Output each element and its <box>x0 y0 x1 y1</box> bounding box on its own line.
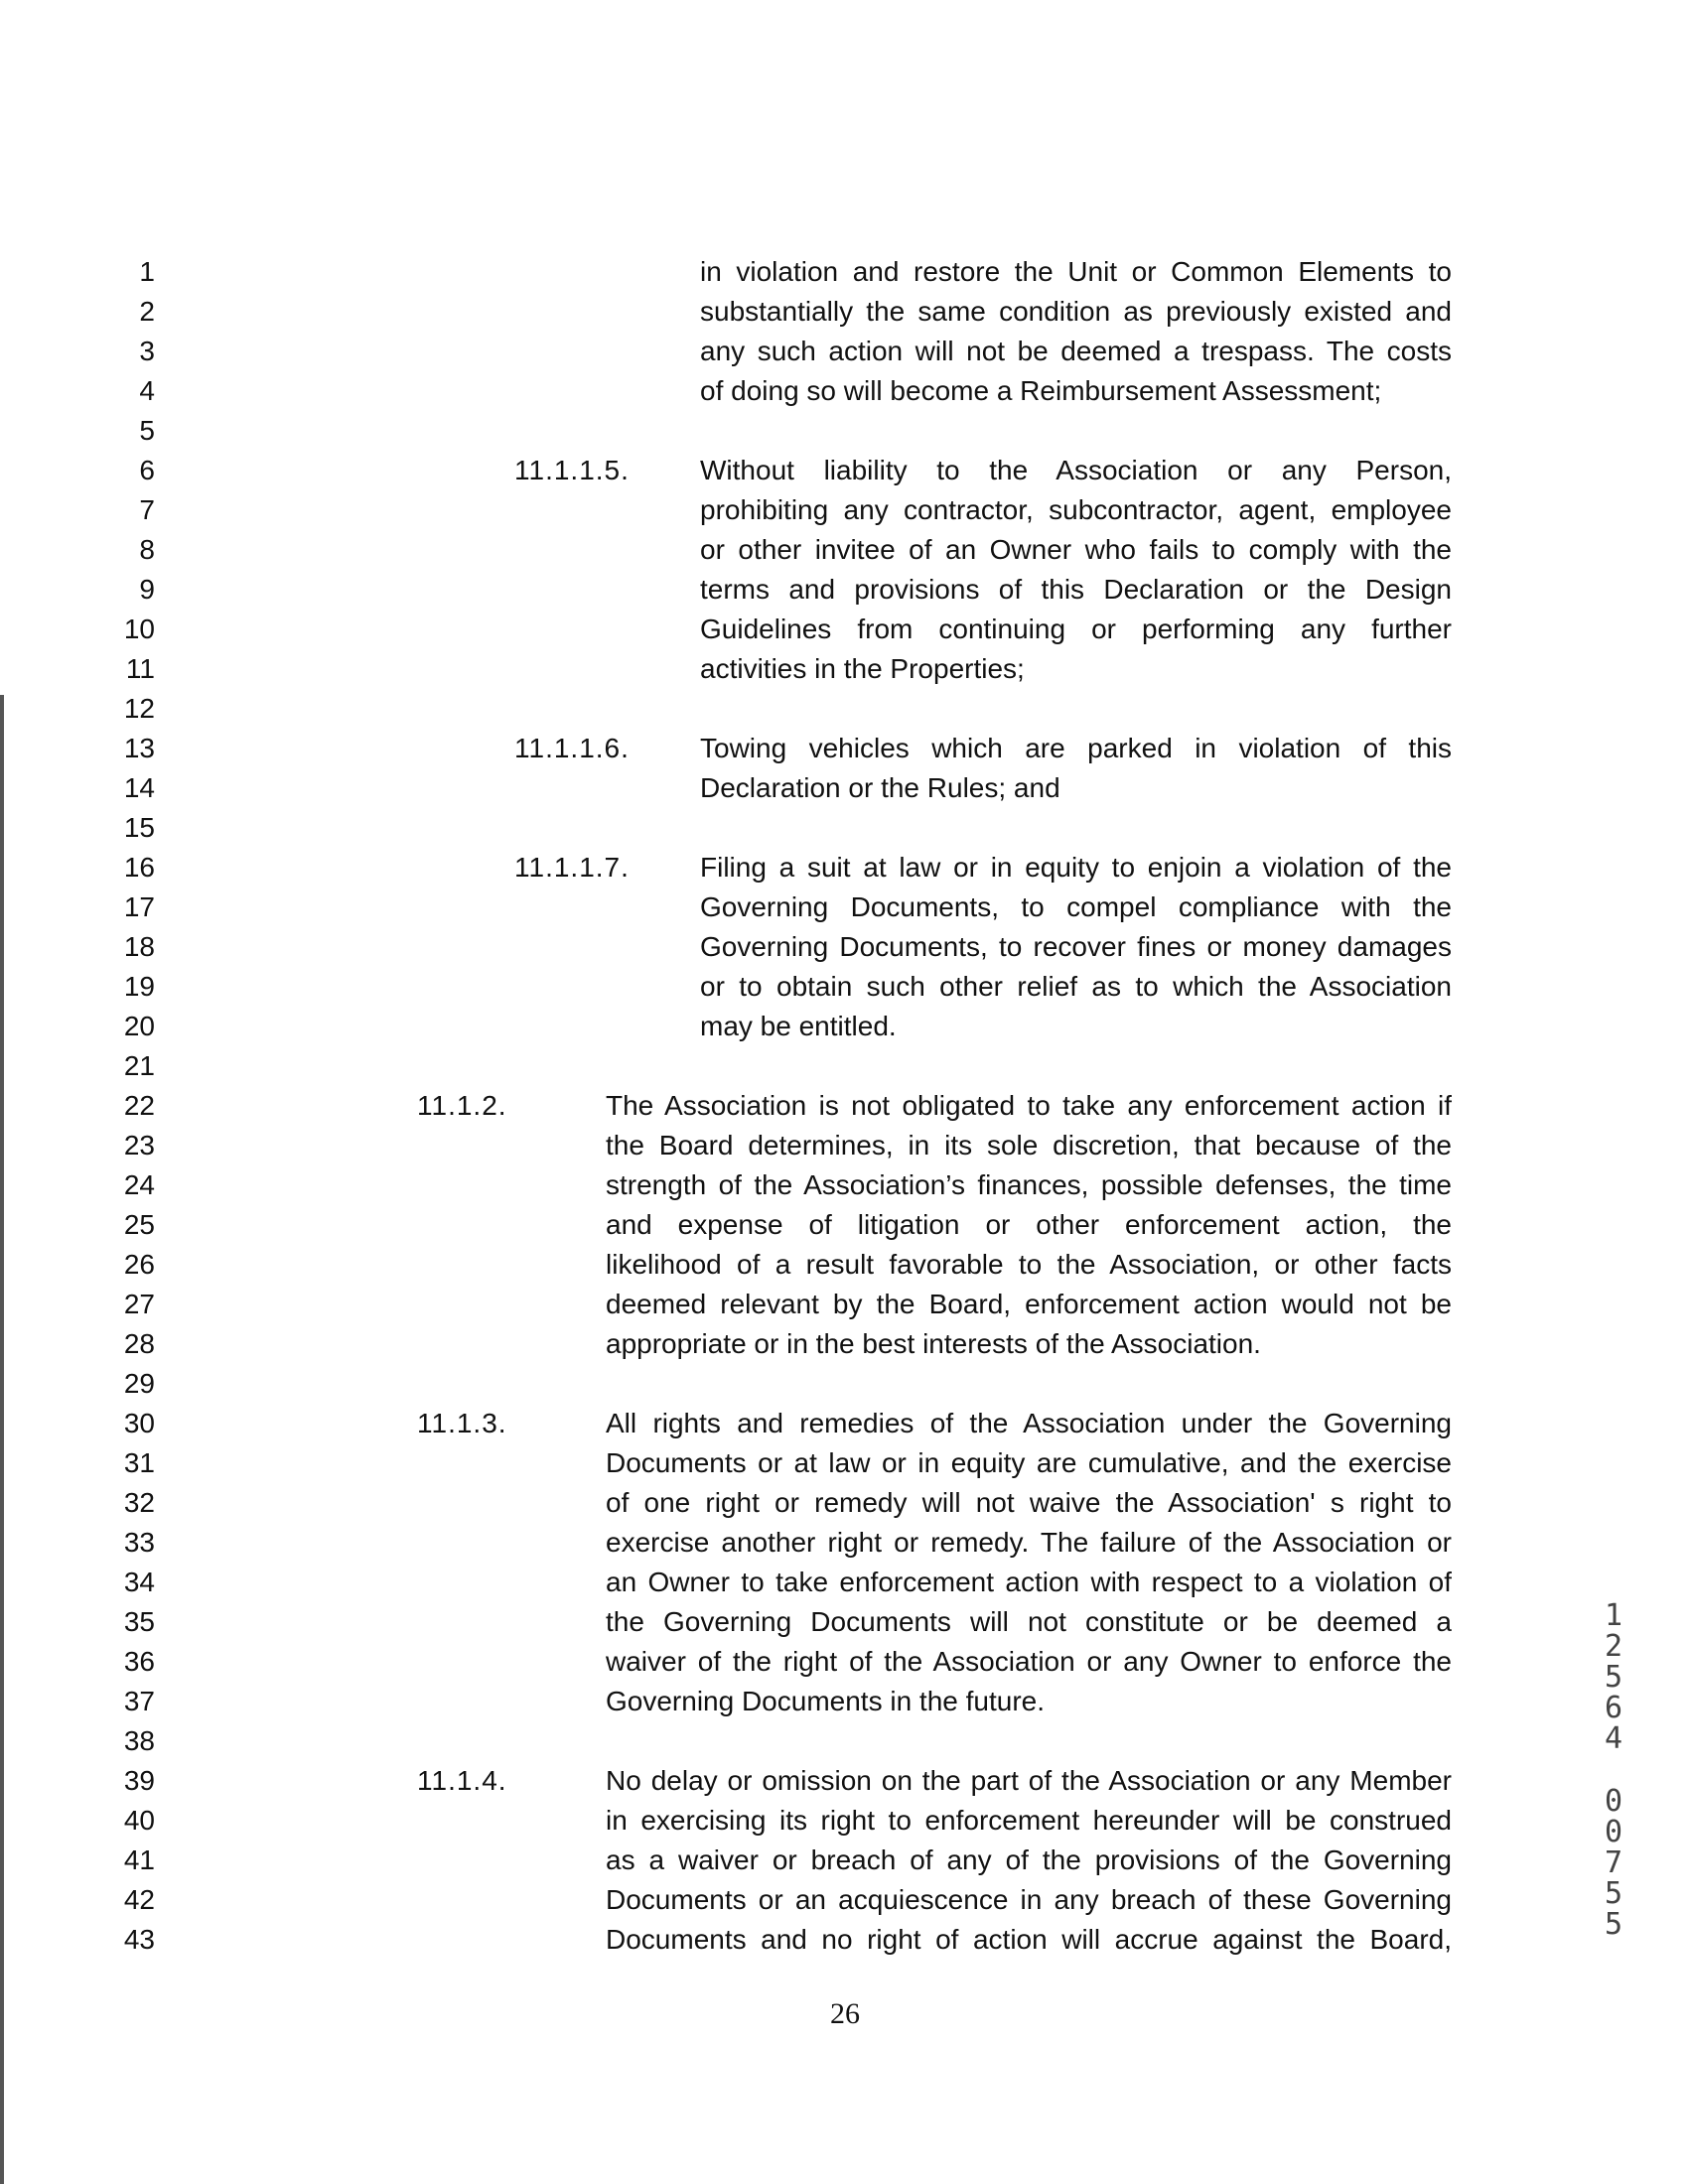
line-number: 29 <box>123 1368 155 1399</box>
text-line: in exercising its right to enforcement hereunder will be construed <box>606 1805 1452 1836</box>
stamp-digit: 5 <box>1604 1660 1623 1695</box>
line-number: 14 <box>123 772 155 803</box>
line-number: 5 <box>139 415 155 446</box>
text-line: Declaration or the Rules; and <box>700 772 1060 803</box>
text-line: likelihood of a result favorable to the Association, or other facts <box>606 1249 1452 1280</box>
stamp-digit: 0 <box>1604 1784 1623 1819</box>
paragraph-continuation <box>700 252 1452 411</box>
line-number: 20 <box>123 1011 155 1041</box>
line-number: 10 <box>123 614 155 644</box>
section-number-11-1-3: 11.1.3. <box>417 1408 507 1438</box>
section-number-11-1-2: 11.1.2. <box>417 1090 507 1121</box>
text-line: prohibiting any contractor, subcontractor, agent, employee <box>700 494 1452 525</box>
text-line: Governing Documents, to recover fines or money damages <box>700 931 1452 962</box>
text-line: any such action will not be deemed a trespass. The costs <box>700 336 1452 366</box>
text-line: as a waiver or breach of any of the provisions of the Governing <box>606 1844 1452 1875</box>
paragraph-11-1-1-7 <box>700 848 1452 1046</box>
line-number: 36 <box>123 1646 155 1677</box>
line-number: 22 <box>123 1090 155 1121</box>
stamp-digit: 6 <box>1604 1691 1623 1725</box>
text-line: may be entitled. <box>700 1011 897 1041</box>
section-number-11-1-1-5: 11.1.1.5. <box>514 455 630 485</box>
line-number: 19 <box>123 971 155 1002</box>
text-line: substantially the same condition as previously existed and <box>700 296 1452 327</box>
page-number: 26 <box>830 1997 860 2030</box>
line-number: 30 <box>123 1408 155 1438</box>
text-line: and expense of litigation or other enforcement action, the <box>606 1209 1452 1240</box>
recording-stamp-number <box>1599 1600 1628 1940</box>
text-line: deemed relevant by the Board, enforcement action would not be <box>606 1289 1452 1319</box>
line-number: 39 <box>123 1765 155 1796</box>
text-line: strength of the Association’s finances, possible defenses, the time <box>606 1169 1452 1200</box>
line-number: 21 <box>123 1050 155 1081</box>
text-line: or to obtain such other relief as to which the Association <box>700 971 1452 1002</box>
text-line: No delay or omission on the part of the Association or any Member <box>606 1765 1452 1796</box>
line-number: 40 <box>123 1805 155 1836</box>
line-number: 42 <box>123 1884 155 1915</box>
stamp-digit: 7 <box>1604 1845 1623 1880</box>
line-number: 15 <box>123 812 155 843</box>
stamp-digit: 2 <box>1604 1629 1623 1664</box>
text-line: in violation and restore the Unit or Common Elements to <box>700 256 1452 287</box>
line-number: 28 <box>123 1328 155 1359</box>
text-line: All rights and remedies of the Association under the Governing <box>606 1408 1452 1438</box>
paragraph-11-1-1-6 <box>700 729 1452 808</box>
section-number-11-1-1-6: 11.1.1.6. <box>514 733 630 763</box>
line-number: 24 <box>123 1169 155 1200</box>
text-line: terms and provisions of this Declaration or the Design <box>700 574 1452 605</box>
text-line: of one right or remedy will not waive the Association' s right to <box>606 1487 1452 1518</box>
line-number-column <box>0 0 199 2184</box>
text-line: Filing a suit at law or in equity to enjoin a violation of the <box>700 852 1452 883</box>
text-line: Documents or at law or in equity are cumulative, and the exercise <box>606 1447 1452 1478</box>
stamp-digit: 1 <box>1604 1598 1623 1633</box>
line-number: 16 <box>123 852 155 883</box>
text-line: exercise another right or remedy. The failure of the Association or <box>606 1527 1452 1558</box>
paragraph-11-1-4 <box>606 1761 1452 1960</box>
text-line: waiver of the right of the Association or any Owner to enforce the <box>606 1646 1452 1677</box>
line-number: 25 <box>123 1209 155 1240</box>
line-number: 3 <box>139 336 155 366</box>
line-number: 1 <box>139 256 155 287</box>
line-number: 18 <box>123 931 155 962</box>
section-number-11-1-1-7: 11.1.1.7. <box>514 852 630 883</box>
stamp-digit: 5 <box>1604 1907 1623 1942</box>
line-number: 4 <box>139 375 155 406</box>
line-number: 32 <box>123 1487 155 1518</box>
line-number: 6 <box>139 455 155 485</box>
line-number: 2 <box>139 296 155 327</box>
line-number: 38 <box>123 1725 155 1756</box>
text-line: activities in the Properties; <box>700 653 1025 684</box>
line-number: 11 <box>125 653 155 684</box>
line-number: 9 <box>139 574 155 605</box>
line-number: 33 <box>123 1527 155 1558</box>
text-line: or other invitee of an Owner who fails to comply with the <box>700 534 1452 565</box>
stamp-digit: 0 <box>1604 1815 1623 1849</box>
line-number: 8 <box>139 534 155 565</box>
text-line: the Governing Documents will not constitute or be deemed a <box>606 1606 1452 1637</box>
line-number: 34 <box>123 1567 155 1597</box>
text-line: Documents or an acquiescence in any breach of these Governing <box>606 1884 1452 1915</box>
text-line: Governing Documents, to compel compliance with the <box>700 891 1452 922</box>
line-number: 12 <box>123 693 155 724</box>
line-number: 41 <box>123 1844 155 1875</box>
text-line: Without liability to the Association or any Person, <box>700 455 1452 485</box>
line-number: 43 <box>123 1924 155 1955</box>
section-number-11-1-4: 11.1.4. <box>417 1765 507 1796</box>
stamp-digit: 4 <box>1604 1721 1623 1756</box>
paragraph-11-1-1-5 <box>700 451 1452 689</box>
line-number: 35 <box>123 1606 155 1637</box>
text-line: The Association is not obligated to take any enforcement action if <box>606 1090 1452 1121</box>
text-line: Documents and no right of action will accrue against the Board, <box>606 1924 1452 1955</box>
text-line: an Owner to take enforcement action with respect to a violation of <box>606 1567 1452 1597</box>
text-line: appropriate or in the best interests of the Association. <box>606 1328 1261 1359</box>
stamp-digit: 5 <box>1604 1876 1623 1911</box>
text-line: Guidelines from continuing or performing any further <box>700 614 1452 644</box>
paragraph-11-1-2 <box>606 1086 1452 1364</box>
line-number: 7 <box>139 494 155 525</box>
text-line: Towing vehicles which are parked in violation of this <box>700 733 1452 763</box>
text-line: of doing so will become a Reimbursement Assessment; <box>700 375 1382 406</box>
line-number: 31 <box>123 1447 155 1478</box>
paragraph-11-1-3 <box>606 1404 1452 1721</box>
line-number: 17 <box>123 891 155 922</box>
line-number: 37 <box>123 1686 155 1716</box>
line-number: 13 <box>123 733 155 763</box>
text-line: the Board determines, in its sole discretion, that because of the <box>606 1130 1452 1160</box>
line-number: 26 <box>123 1249 155 1280</box>
line-number: 27 <box>123 1289 155 1319</box>
line-number: 23 <box>123 1130 155 1160</box>
text-line: Governing Documents in the future. <box>606 1686 1046 1716</box>
